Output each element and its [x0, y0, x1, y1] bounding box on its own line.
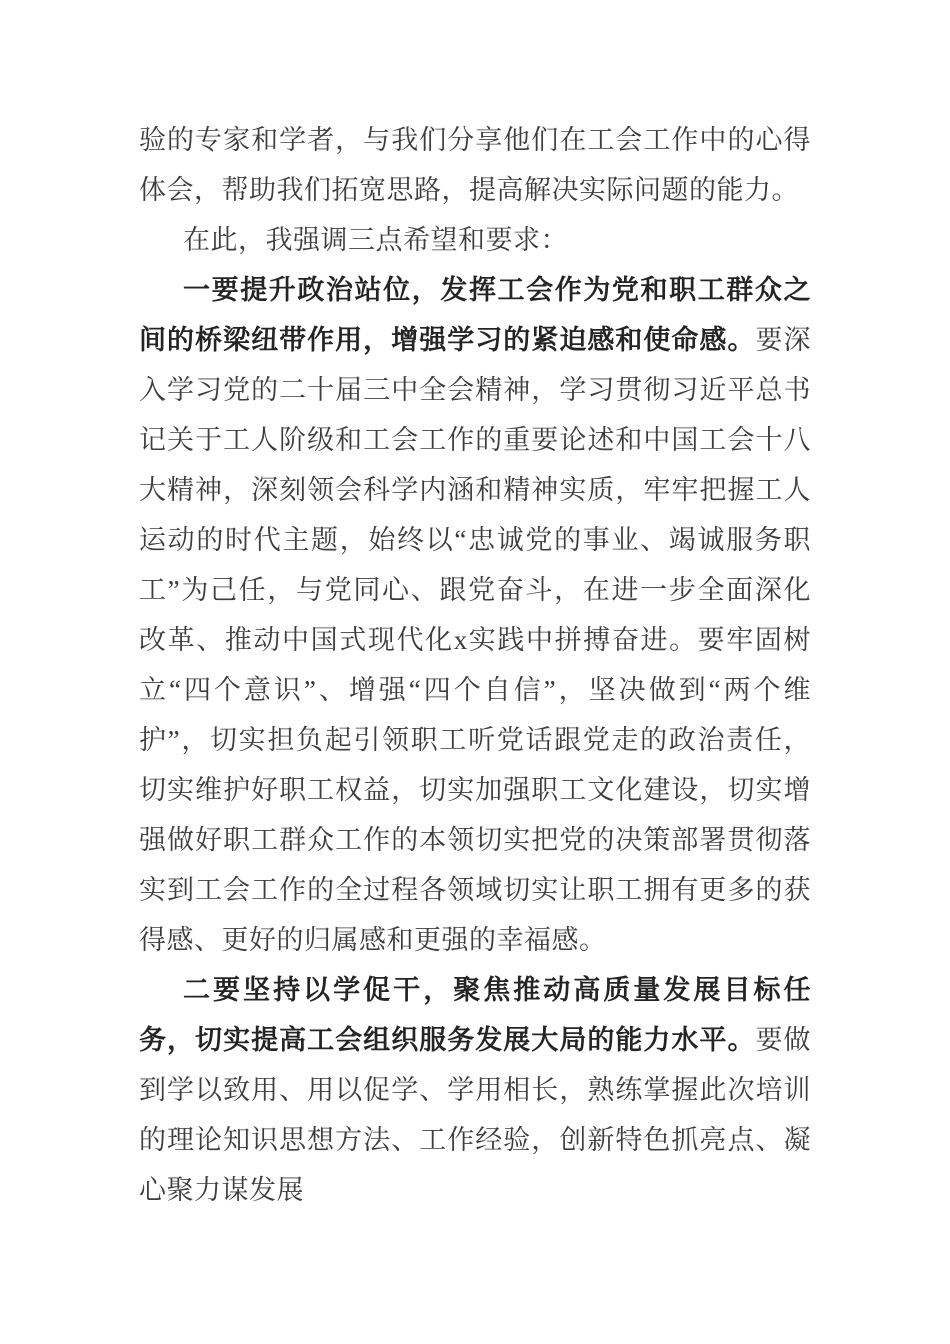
para-point-two [139, 965, 811, 1215]
para-point-one-segment-1: 要深入学习党的二十届三中全会精神，学习贯彻习近平总书记关于工人阶级和工会工作的重要论述和中国工会十八大精神，深刻领会科学内涵和精神实质，牢牢把握工人运动的时代主题，始终以“忠诚党的事业、竭诚服务职工”为己任，与党同心、跟党奋斗，在进一步全面深化改革、推动中国式现代化x实践中拼搏奋进。要牢固树立“四个意识”、增强“四个自信”，坚决做到“两个维护”，切实担负起引领职工听党话跟党走的政治责任，切实维护好职工权益，切实加强职工文化建设，切实增强做好职工群众工作的本领切实把党的决策部署贯彻落实到工会工作的全过程各领域切实让职工拥有更多的获得感、更好的归属感和更强的幸福感。 [139, 325, 812, 955]
para-point-two-segment-1: 要做到学以致用、用以促学、学用相长，熟练掌握此次培训的理论知识思想方法、工作经验，创新特色抓亮点、凝心聚力谋发展 [139, 1025, 812, 1205]
para-continuation [139, 115, 811, 215]
document-body [139, 115, 811, 1215]
para-intro-segment-0: 在此，我强调三点希望和要求： [183, 225, 568, 255]
para-continuation-segment-0: 验的专家和学者，与我们分享他们在工会工作中的心得体会，帮助我们拓宽思路，提高解决实际问题的能力。 [139, 125, 811, 205]
para-point-one-segment-0: 一要提升政治站位，发挥工会作为党和职工群众之间的桥梁纽带作用，增强学习的紧迫感和使命感。 [139, 275, 811, 355]
para-point-one [139, 265, 811, 965]
para-intro [139, 215, 811, 265]
para-point-two-segment-0: 二要坚持以学促干，聚焦推动高质量发展目标任务，切实提高工会组织服务发展大局的能力水平。 [139, 975, 811, 1055]
